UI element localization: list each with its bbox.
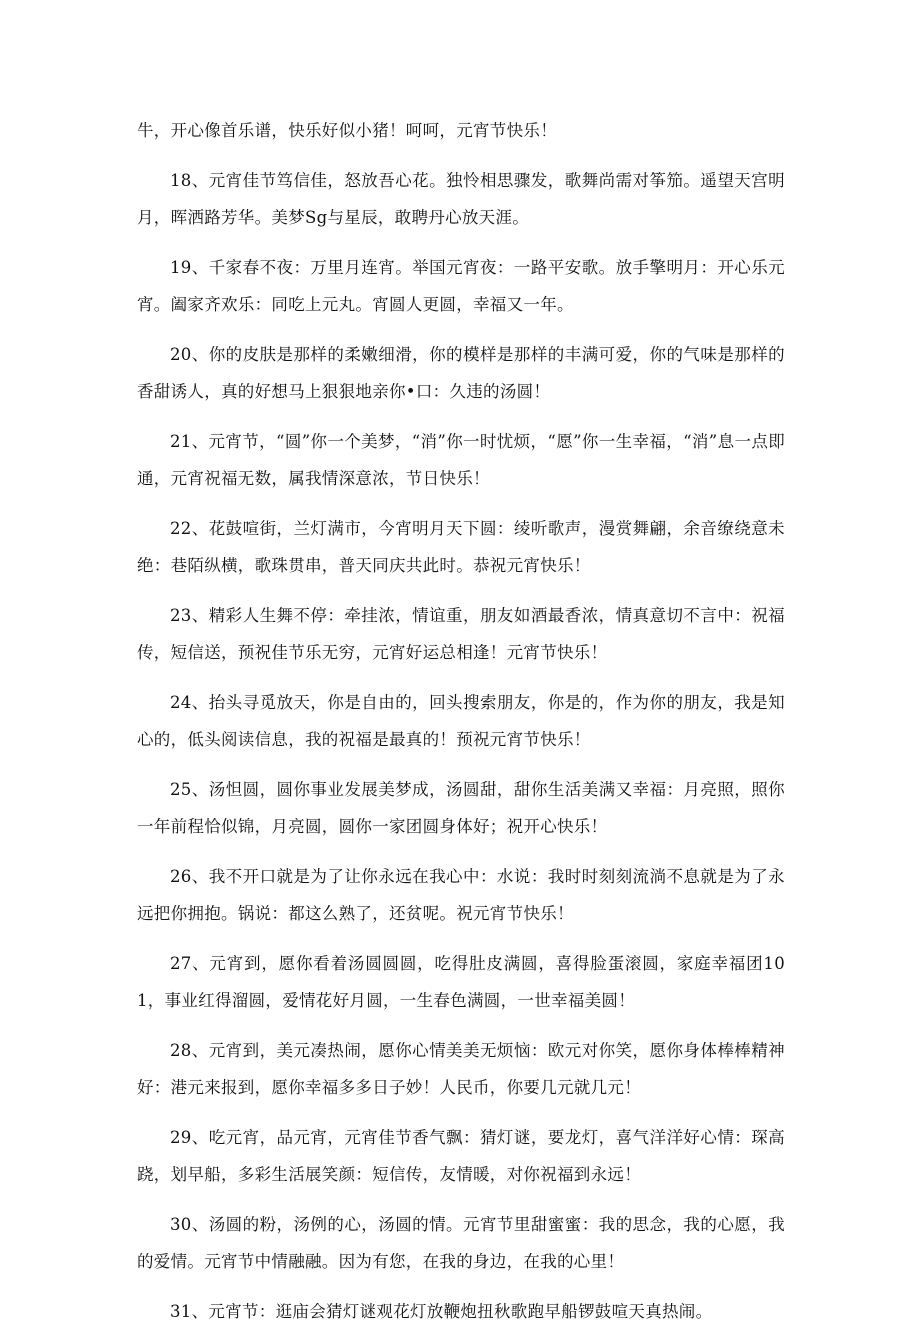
paragraph-18: 18、元宵佳节笃信佳，怒放吾心花。独怜相思骤发，歌舞尚需对筝笳。遥望天宫明月，晖洒路芳华。美梦Sg与星辰，敢聘丹心放天涯。 <box>137 171 785 227</box>
paragraph-24: 24、抬头寻觅放天，你是自由的，回头搜索朋友，你是的，作为你的朋友，我是知心的，低头阅读信息，我的祝福是最真的！预祝元宵节快乐！ <box>137 693 785 749</box>
paragraph-29: 29、吃元宵，品元宵，元宵佳节香气飘：猜灯谜，要龙灯，喜气洋洋好心情：琛高跷，划早船，多彩生活展笑颜：短信传，友情暖，对你祝福到永远！ <box>137 1128 785 1184</box>
paragraph-25: 25、汤怛圆，圆你事业发展美梦成，汤圆甜，甜你生活美满又幸福：月亮照，照你一年前程恰似锦，月亮圆，圆你一家团圆身体好；祝开心快乐！ <box>137 780 785 836</box>
paragraph-20: 20、你的皮肤是那样的柔嫩细滑，你的模样是那样的丰满可爱，你的气味是那样的香甜诱人，真的好想马上狠狠地亲你•口：久违的汤圆！ <box>137 345 785 401</box>
paragraph-22: 22、花鼓喧街，兰灯满市，今宵明月天下圆：绫听歌声，漫赏舞翩，余音缭绕意未绝：巷陌纵横，歌珠贯串，普天同庆共此时。恭祝元宵快乐！ <box>137 519 785 575</box>
paragraph-23: 23、精彩人生舞不停：牵挂浓，情谊重，朋友如酒最香浓，情真意切不言中：祝福传，短信送，预祝佳节乐无穷，元宵好运总相逢！元宵节快乐！ <box>137 606 785 662</box>
document-body <box>137 112 785 1343</box>
paragraph-21: 21、元宵节，“圆”你一个美梦，“消”你一时忧烦，“愿”你一生幸福，“消”息一点即通，元宵祝福无数，属我情深意浓，节日快乐！ <box>137 432 785 488</box>
paragraph-19: 19、千家春不夜：万里月连宵。举国元宵夜：一路平安歌。放手擎明月：开心乐元宵。阖家齐欢乐：同吃上元丸。宵圆人更圆，幸福又一年。 <box>137 258 785 314</box>
paragraph-27: 27、元宵到，愿你看着汤圆圆圆，吃得肚皮满圆，喜得脸蛋滚圆，家庭幸福团101，事业红得溜圆，爱情花好月圆，一生春色满圆，一世幸福美圆！ <box>137 954 785 1010</box>
paragraph-continued: 牛，开心像首乐谱，快乐好似小猪！呵呵，元宵节快乐！ <box>137 121 557 140</box>
paragraph-26: 26、我不开口就是为了让你永远在我心中：水说：我时时刻刻流淌不息就是为了永远把你拥抱。锅说：都这么熟了，还贫呢。祝元宵节快乐！ <box>137 867 785 923</box>
paragraph-30: 30、汤圆的粉，汤例的心，汤圆的情。元宵节里甜蜜蜜：我的思念，我的心愿，我的爱情。元宵节中情融融。因为有您，在我的身边，在我的心里！ <box>137 1215 785 1271</box>
paragraph-28: 28、元宵到，美元凑热闹，愿你心情美美无烦恼：欧元对你笑，愿你身体棒棒精神好：港元来报到，愿你幸福多多日子妙！人民币，你要几元就几元！ <box>137 1041 785 1097</box>
paragraph-31: 31、元宵节：逛庙会猜灯谜观花灯放鞭炮扭秋歌跑早船锣鼓喧天真热闹。 <box>170 1302 713 1321</box>
